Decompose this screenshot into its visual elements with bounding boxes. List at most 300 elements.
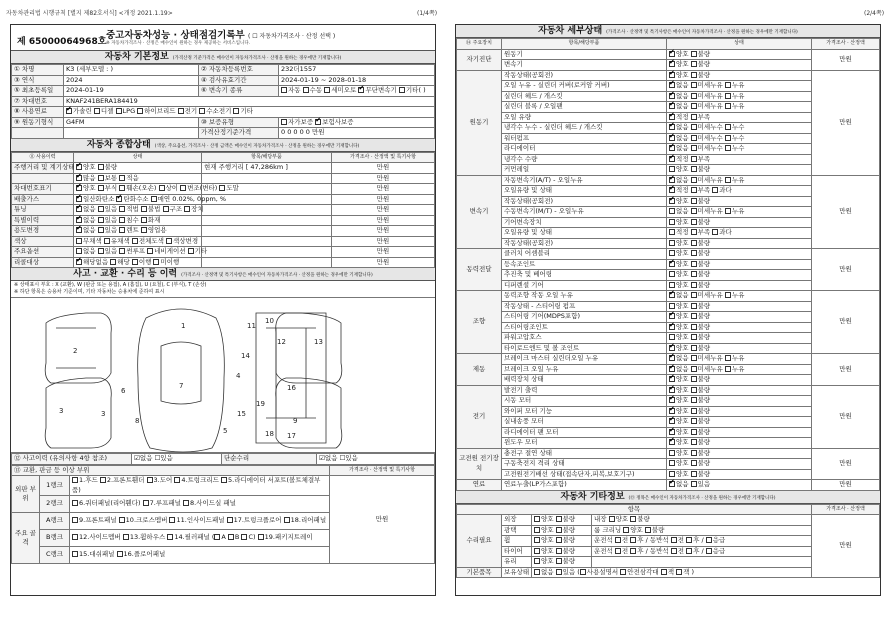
- empty-box-icon: [94, 108, 100, 114]
- car-outline-svg: [11, 298, 435, 453]
- detail-item: 라디에이터 팬 모터: [502, 427, 667, 438]
- empty-box-icon: [284, 517, 290, 523]
- empty-box-icon: [98, 227, 104, 233]
- svg-text:12: 12: [277, 338, 286, 346]
- overview-cell: ✔ 양호 불량: [74, 163, 202, 174]
- basic-label: ⑧ 사용연료: [12, 107, 64, 118]
- basic-value: G4FM: [64, 117, 199, 128]
- empty-box-icon: [615, 548, 621, 554]
- empty-box-icon: [725, 135, 731, 141]
- empty-box-icon: [706, 548, 712, 554]
- detail-status: 양호 불량: [667, 217, 812, 228]
- empty-box-icon: [609, 516, 615, 522]
- overview-item: 리콜대상: [12, 257, 74, 268]
- detail-status: 양호 불량: [667, 270, 812, 281]
- basic-row: [12, 86, 435, 97]
- checked-box-icon: [76, 185, 82, 191]
- overview-cell: 만원: [332, 257, 435, 268]
- empty-box-icon: [691, 271, 697, 277]
- empty-box-icon: [661, 569, 667, 575]
- detail-status: ✔ 없음 미세누수 누수: [667, 133, 812, 144]
- detail-price: 만원: [812, 480, 880, 491]
- detail-price: 만원: [812, 448, 880, 480]
- detail-status: ✔ 양호 불량: [667, 70, 812, 81]
- empty-box-icon: [147, 248, 153, 254]
- overview-cell: [202, 205, 332, 216]
- overview-cell: ✔ 양호 부식 훼손(오손) 상이 변조(변타) 도말: [74, 184, 202, 195]
- empty-box-icon: [691, 187, 697, 193]
- checked-box-icon: [76, 217, 82, 223]
- rank-name: 1랭크: [40, 476, 70, 496]
- overview-cell: 만원: [332, 205, 435, 216]
- empty-box-icon: [691, 229, 697, 235]
- empty-box-icon: [691, 313, 697, 319]
- detail-item: 기어변속장치: [502, 217, 667, 228]
- empty-box-icon: [620, 569, 626, 575]
- accident-table: [11, 453, 435, 465]
- empty-box-icon: [669, 219, 675, 225]
- other-detail: 운전석 전 후 / 동반석 전 후 / 응급: [592, 536, 812, 547]
- basic-label: ⑦ 차대번호: [12, 96, 64, 107]
- empty-box-icon: [691, 324, 697, 330]
- svg-text:17: 17: [287, 432, 296, 440]
- empty-box-icon: [669, 450, 675, 456]
- detail-status: ✔ 양호 불량: [667, 396, 812, 407]
- empty-box-icon: [630, 516, 636, 522]
- overview-cell: ✔ 해당없음 해당 이행 미이행: [74, 257, 202, 268]
- overview-row: [12, 215, 435, 226]
- other-head: 항목: [457, 504, 812, 515]
- detail-row: [457, 354, 880, 365]
- detail-status: ✔ 없음 미세누유 누유: [667, 91, 812, 102]
- empty-box-icon: [214, 534, 220, 540]
- empty-box-icon: [725, 82, 731, 88]
- detail-status: 양호 불량: [667, 333, 812, 344]
- empty-box-icon: [691, 408, 697, 414]
- empty-box-icon: [669, 282, 675, 288]
- checked-box-icon: [669, 135, 675, 141]
- detail-item: 연료누출(LP가스포함): [502, 480, 667, 491]
- detail-status: ✔ 없음 있음: [667, 480, 812, 491]
- empty-box-icon: [691, 387, 697, 393]
- detail-item: 시동 모터: [502, 396, 667, 407]
- empty-box-icon: [72, 500, 78, 506]
- basic-row: [12, 117, 435, 128]
- checked-box-icon: [669, 261, 675, 267]
- empty-box-icon: [241, 534, 247, 540]
- empty-box-icon: [72, 551, 78, 557]
- empty-box-icon: [725, 145, 731, 151]
- empty-box-icon: [691, 397, 697, 403]
- empty-box-icon: [123, 534, 129, 540]
- empty-box-icon: [110, 259, 116, 265]
- other-item: 유리: [502, 557, 532, 568]
- detail-item: 추진축 및 베어링: [502, 270, 667, 281]
- overview-cell: ✔ 없음 있음 침수 화재: [74, 215, 202, 226]
- empty-box-icon: [183, 500, 189, 506]
- repair-label: 수리필요: [457, 515, 502, 568]
- overview-head-cell: 항목/해당부품: [202, 152, 332, 163]
- empty-box-icon: [98, 248, 104, 254]
- rank-parts: 15.대쉬패널 16.플로어패널: [70, 547, 330, 564]
- empty-box-icon: [691, 177, 697, 183]
- empty-box-icon: [691, 124, 697, 130]
- overview-row: [12, 205, 435, 216]
- checked-box-icon: [66, 108, 72, 114]
- empty-box-icon: [691, 93, 697, 99]
- svg-text:10: 10: [265, 317, 274, 325]
- detail-status: ✔ 양호 불량: [667, 406, 812, 417]
- empty-box-icon: [691, 429, 697, 435]
- detail-item: 작동상태 - 스티어링 펌프: [502, 301, 667, 312]
- overview-cell: [202, 173, 332, 184]
- empty-box-icon: [199, 108, 205, 114]
- svg-text:3: 3: [101, 410, 106, 418]
- detail-item: 타이로드엔드 및 볼 조인트: [502, 343, 667, 354]
- empty-box-icon: [712, 229, 718, 235]
- empty-box-icon: [691, 303, 697, 309]
- detail-table: [456, 38, 880, 491]
- detail-status: ✔ 양호 불량: [667, 375, 812, 386]
- overview-cell: ✔많음 보통 적음: [74, 173, 202, 184]
- overview-cell: [202, 257, 332, 268]
- empty-box-icon: [725, 124, 731, 130]
- basic-value: K3 (세부모델 : ): [64, 65, 199, 76]
- basic-label: [12, 128, 64, 139]
- accident-section-title: 사고 · 교환 · 수리 등 이력 (가격조사 · 산정액 및 특기사항은 매수인이 자동차가격조사 · 산정을 원하는 경우에만 기재합니다): [11, 268, 435, 281]
- empty-box-icon: [691, 250, 697, 256]
- detail-status: ✔ 양호 불량: [667, 438, 812, 449]
- overview-cell: [202, 215, 332, 226]
- detail-status: ✔ 양호 불량: [667, 312, 812, 323]
- doc-number: 제 65000064968호: [17, 37, 107, 47]
- accident-history-label: ⑫ 사고이력 (유의사항 4항 참조): [12, 454, 132, 465]
- other-head-row: [457, 504, 880, 515]
- empty-box-icon: [167, 534, 173, 540]
- basic-label: ④ 검사유효기간: [199, 75, 279, 86]
- svg-text:15: 15: [237, 410, 246, 418]
- overview-item: [12, 173, 74, 184]
- checked-box-icon: [669, 103, 675, 109]
- basic-items-item: 보유상태: [502, 567, 532, 578]
- empty-box-icon: [141, 217, 147, 223]
- checked-box-icon: [76, 259, 82, 265]
- overview-cell: 만원: [332, 173, 435, 184]
- empty-box-icon: [691, 198, 697, 204]
- detail-item: 변속기: [502, 60, 667, 71]
- detail-item: 오일 유량: [502, 112, 667, 123]
- basic-label: 가격산정기준가격: [199, 128, 279, 139]
- empty-box-icon: [178, 108, 184, 114]
- basic-value: 자동 수동 세미오토 ✔무단변속기 기타( ): [279, 86, 435, 97]
- empty-box-icon: [534, 569, 540, 575]
- svg-text:8: 8: [135, 417, 140, 425]
- detail-group: 변속기: [457, 175, 502, 249]
- detail-item: 오일유량 및 상태: [502, 228, 667, 239]
- empty-box-icon: [556, 527, 562, 533]
- empty-box-icon: [132, 259, 138, 265]
- detail-item: 디퍼렌셜 기어: [502, 280, 667, 291]
- svg-text:7: 7: [179, 382, 184, 390]
- empty-box-icon: [669, 229, 675, 235]
- checked-box-icon: [76, 175, 82, 181]
- empty-box-icon: [691, 334, 697, 340]
- empty-box-icon: [691, 439, 697, 445]
- empty-box-icon: [691, 460, 697, 466]
- detail-price: 만원: [812, 291, 880, 354]
- detail-group: 연료: [457, 480, 502, 491]
- outer-panel-label: 외판 부위: [12, 476, 40, 513]
- empty-box-icon: [153, 259, 159, 265]
- empty-box-icon: [691, 156, 697, 162]
- overview-cell: [202, 247, 332, 258]
- parts-table: [11, 465, 435, 565]
- detail-price: 만원: [812, 70, 880, 175]
- detail-group: 조향: [457, 291, 502, 354]
- page-number-1: (1/4쪽): [417, 10, 438, 17]
- detail-item: 커먼레일: [502, 165, 667, 176]
- basic-info-table: [11, 64, 435, 139]
- empty-box-icon: [119, 175, 125, 181]
- other-item: 광택: [502, 525, 532, 536]
- overview-cell: 무채색 유채색 전체도색 색상변경: [74, 236, 202, 247]
- overview-item: 특별이력: [12, 215, 74, 226]
- overview-cell: 만원: [332, 163, 435, 174]
- empty-box-icon: [630, 537, 636, 543]
- empty-box-icon: [324, 87, 330, 93]
- other-status: 양호 불량: [532, 515, 592, 526]
- empty-box-icon: [98, 185, 104, 191]
- checked-box-icon: [669, 187, 675, 193]
- empty-box-icon: [691, 135, 697, 141]
- empty-box-icon: [141, 227, 147, 233]
- detail-row: [457, 448, 880, 459]
- detail-status: ✔ 없음 미세누유 누유: [667, 175, 812, 186]
- overview-item: 색상: [12, 236, 74, 247]
- detail-item: 실린더 헤드 / 개스킷: [502, 91, 667, 102]
- empty-box-icon: [691, 418, 697, 424]
- empty-box-icon: [725, 292, 731, 298]
- detail-item: 브레이크 마스터 실린더오일 누유: [502, 354, 667, 365]
- other-detail: 내장 양호 불량: [592, 515, 812, 526]
- checked-box-icon: [76, 164, 82, 170]
- checked-box-icon: [358, 87, 364, 93]
- empty-box-icon: [117, 551, 123, 557]
- overview-cell: 없음 있음 썬루프 네비게이션 기타: [74, 247, 202, 258]
- detail-status: ✔ 양호 불량: [667, 49, 812, 60]
- empty-box-icon: [163, 206, 169, 212]
- checked-box-icon: [669, 408, 675, 414]
- empty-box-icon: [671, 537, 677, 543]
- other-price: 만원: [812, 515, 880, 578]
- detail-status: 양호 불량: [667, 165, 812, 176]
- basic-label: ⑩ 보증유형: [199, 117, 279, 128]
- basic-label: ⑨ 원동기형식: [12, 117, 64, 128]
- empty-box-icon: [534, 548, 540, 554]
- empty-box-icon: [669, 271, 675, 277]
- empty-box-icon: [141, 206, 147, 212]
- doc-title-box: [11, 25, 435, 51]
- detail-head-cell: ⑭ 주요장치: [457, 39, 502, 50]
- empty-box-icon: [645, 527, 651, 533]
- empty-box-icon: [669, 471, 675, 477]
- rank-parts: 12.사이드멤버 13.휠하우스 14.필러패널 ( A B C) 19.패키지트레이: [70, 530, 330, 547]
- empty-box-icon: [159, 185, 165, 191]
- empty-box-icon: [228, 534, 234, 540]
- overview-row: [12, 173, 435, 184]
- empty-box-icon: [147, 477, 153, 483]
- overview-row: [12, 163, 435, 174]
- detail-item: 자동변속기(A/T) - 오일누유: [502, 175, 667, 186]
- overview-row: [12, 194, 435, 205]
- empty-box-icon: [669, 460, 675, 466]
- detail-item: 배력장치 상태: [502, 375, 667, 386]
- accident-history-value: ☑없음 ☐있음: [132, 454, 222, 465]
- detail-item: 윈도우 모터: [502, 438, 667, 449]
- svg-text:19: 19: [256, 400, 265, 408]
- svg-text:4: 4: [236, 372, 241, 380]
- detail-status: ✔ 양호 불량: [667, 60, 812, 71]
- overview-item: 튜닝: [12, 205, 74, 216]
- checked-box-icon: [116, 196, 122, 202]
- basic-value: ✔ 가솔린 디젤 LPG 하이브리드 전기 수소전기 기타: [64, 107, 435, 118]
- empty-box-icon: [691, 282, 697, 288]
- overview-cell: ✔ 없음 있음 렌트 영업용: [74, 226, 202, 237]
- other-status: 양호 불량: [532, 546, 592, 557]
- empty-box-icon: [116, 108, 122, 114]
- detail-status: 양호 불량: [667, 448, 812, 459]
- empty-box-icon: [219, 185, 225, 191]
- doc-subtitle: ※ 자동차가격조사 · 산정은 매수인이 원하는 경우 제공하는 서비스입니다.: [106, 41, 251, 46]
- overview-cell: 현재 주행거리 [ 47,286km ]: [202, 163, 332, 174]
- checked-box-icon: [669, 376, 675, 382]
- rank-parts: 6.쿼터패널(리어휀다) 7.루프패널 8.사이드실 패널: [70, 496, 330, 513]
- detail-row: [457, 175, 880, 186]
- basic-label: ⑥ 변속기 종류: [199, 86, 279, 97]
- basic-value: 2024-01-19 ~ 2028-01-18: [279, 75, 435, 86]
- empty-box-icon: [691, 114, 697, 120]
- detail-status: ✔ 양호 불량: [667, 259, 812, 270]
- diagram-label: 1: [181, 322, 186, 330]
- basic-label: ⑤ 최초등록일: [12, 86, 64, 97]
- detail-item: 스티어링조인트: [502, 322, 667, 333]
- page-2: [455, 24, 881, 596]
- overview-cell: 만원: [332, 226, 435, 237]
- svg-text:2: 2: [73, 347, 78, 355]
- empty-box-icon: [712, 187, 718, 193]
- basic-value: 2024: [64, 75, 199, 86]
- overview-head-cell: ⑪ 사용이력: [12, 152, 74, 163]
- detail-item: 작동상태(공회전): [502, 70, 667, 81]
- detail-item: 냉각수 수량: [502, 154, 667, 165]
- overview-row: [12, 226, 435, 237]
- empty-box-icon: [669, 208, 675, 214]
- empty-box-icon: [725, 177, 731, 183]
- detail-item: 라디에이터: [502, 144, 667, 155]
- basic-row: [12, 65, 435, 76]
- detail-status: ✔ 없음 미세누유 누유: [667, 102, 812, 113]
- accident-legend: ※ 상태표시 부호 : X (교환), W (판금 또는 용접), A (흠집), U (요철), C (부식), T (손상) ※ 하단 항목은 승용차 기준이며, 기타 자동차는 승용차에 준하여 표시: [11, 281, 435, 298]
- empty-box-icon: [180, 185, 186, 191]
- other-item: 타이어: [502, 546, 532, 557]
- empty-box-icon: [691, 145, 697, 151]
- empty-box-icon: [119, 185, 125, 191]
- empty-box-icon: [534, 527, 540, 533]
- overview-item: 배출가스: [12, 194, 74, 205]
- checked-box-icon: [76, 206, 82, 212]
- detail-item: 와이퍼 모터 기능: [502, 406, 667, 417]
- basic-label: ① 차명: [12, 65, 64, 76]
- detail-item: 스티어링 기어(MDPS포함): [502, 312, 667, 323]
- other-item: 휠: [502, 536, 532, 547]
- overview-item: 주요옵션: [12, 247, 74, 258]
- detail-item: 작동상태(공회전): [502, 196, 667, 207]
- empty-box-icon: [669, 240, 675, 246]
- empty-box-icon: [691, 345, 697, 351]
- empty-box-icon: [669, 303, 675, 309]
- checked-box-icon: [669, 61, 675, 67]
- car-diagram: [11, 298, 435, 453]
- empty-box-icon: [98, 217, 104, 223]
- empty-box-icon: [691, 240, 697, 246]
- empty-box-icon: [104, 238, 110, 244]
- detail-group: 동력전달: [457, 249, 502, 291]
- overview-cell: ✔ 일산화탄소 ✔탄화수소 매연 0.02%, 0ppm, %: [74, 194, 202, 205]
- detail-item: 구동축전지 격리 상태: [502, 459, 667, 470]
- basic-value: [64, 128, 199, 139]
- page-number-2: (2/4쪽): [864, 10, 885, 17]
- empty-box-icon: [691, 61, 697, 67]
- detail-head-cell: 가격조사 · 산정액: [812, 39, 880, 50]
- detail-item: 동력조향 작동 오일 누유: [502, 291, 667, 302]
- svg-text:14: 14: [241, 352, 250, 360]
- empty-box-icon: [615, 537, 621, 543]
- rank-name: C랭크: [40, 547, 70, 564]
- checked-box-icon: [669, 418, 675, 424]
- svg-text:18: 18: [265, 430, 274, 438]
- empty-box-icon: [691, 481, 697, 487]
- detail-price: 만원: [812, 175, 880, 249]
- detail-price: 만원: [812, 49, 880, 70]
- empty-box-icon: [669, 250, 675, 256]
- overview-table: [11, 152, 435, 269]
- detail-status: ✔ 양호 불량: [667, 427, 812, 438]
- overview-head-cell: 상태: [74, 152, 202, 163]
- other-detail: 룸 크리닝 양호 불량: [592, 525, 812, 536]
- detail-row: [457, 70, 880, 81]
- detail-price: 만원: [812, 249, 880, 291]
- empty-box-icon: [188, 248, 194, 254]
- detail-status: 양호 불량: [667, 301, 812, 312]
- basic-value: KNAF241BERA184419: [64, 96, 435, 107]
- overview-item: 주행거리 및 계기상태: [12, 163, 74, 174]
- empty-box-icon: [76, 248, 82, 254]
- rank-parts: 1.후드 2.프론트휀더 3.도어 4.트렁크리드 5.라디에이터 서포트(볼트체결부품): [70, 476, 330, 496]
- detail-group: 제동: [457, 354, 502, 386]
- empty-box-icon: [72, 534, 78, 540]
- empty-box-icon: [580, 569, 586, 575]
- basic-items-label: 기본품목: [457, 567, 502, 578]
- detail-status: ✔ 없음 미세누유 누유: [667, 364, 812, 375]
- empty-box-icon: [143, 500, 149, 506]
- detail-row: [457, 480, 880, 491]
- empty-box-icon: [169, 517, 175, 523]
- detail-item: 등속조인트: [502, 259, 667, 270]
- detail-status: ✔ 적정 부족: [667, 154, 812, 165]
- empty-box-icon: [691, 82, 697, 88]
- detail-item: 클러치 어셈블리: [502, 249, 667, 260]
- overview-row: [12, 184, 435, 195]
